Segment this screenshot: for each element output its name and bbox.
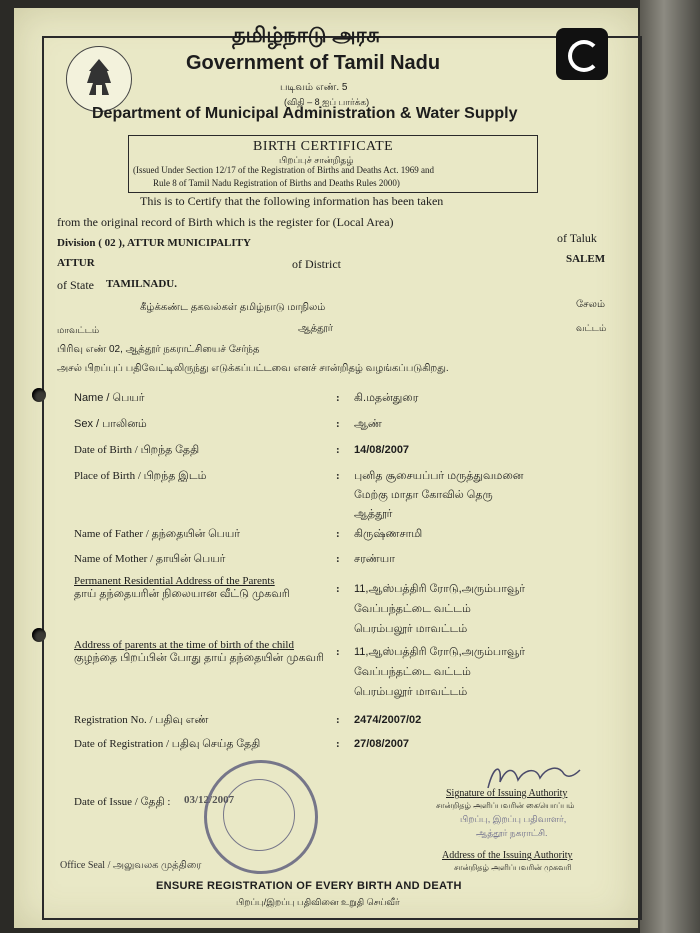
pob-label: Place of Birth / பிறந்த இடம்	[74, 470, 207, 482]
tamil-nadu-emblem-icon	[66, 46, 132, 112]
tamil-district-label: மாவட்டம்	[57, 325, 100, 335]
tamil-attur: ஆத்தூர்	[298, 323, 333, 334]
form-number: படிவம் எண். 5	[280, 82, 348, 93]
issue-date-value: 03/12/2007	[184, 794, 235, 806]
mother-value: சரண்யா	[354, 553, 395, 565]
header-title-tamil: தமிழ்நாடு அரசு	[232, 24, 381, 47]
tamil-intro-line-3: பிரிவு எண் 02, ஆத்தூர் நகராட்சியைச் சேர்ந்த	[57, 344, 260, 355]
district-value: SALEM	[566, 253, 606, 265]
certificate-title-box	[128, 135, 538, 193]
authority-address-label-tamil: சான்றிதழ் அளிப்பவரின் முகவரி	[454, 863, 572, 872]
colon: :	[336, 392, 340, 404]
certificate-title-tamil: பிறப்புச் சான்றிதழ்	[279, 155, 354, 165]
registration-date-label: Date of Registration / பதிவு செய்த தேதி	[74, 738, 261, 750]
issue-date-label: Date of Issue / தேதி :	[74, 796, 171, 808]
colon: :	[336, 583, 340, 595]
dob-value: 14/08/2007	[354, 444, 410, 456]
permanent-address-line-3: பெரம்பலூர் மாவட்டம்	[354, 623, 468, 635]
birth-certificate-paper	[14, 8, 638, 928]
footer-english: ENSURE REGISTRATION OF EVERY BIRTH AND DEATH	[156, 880, 462, 892]
signature-label: Signature of Issuing Authority	[446, 788, 568, 799]
colon: :	[336, 528, 340, 540]
municipal-logo-icon	[556, 28, 608, 80]
tamil-taluk-label: வட்டம்	[576, 323, 607, 333]
permanent-address-line-1: 11,ஆஸ்பத்திரி ரோடு,அரும்பாவூர்	[354, 583, 526, 595]
registrar-stamp-line-1: பிறப்பு, இறப்பு பதிவாளர்,	[460, 814, 567, 824]
colon: :	[336, 646, 340, 658]
state-value: TAMILNADU.	[106, 278, 177, 290]
office-seal-label: Office Seal / அலுவலக முத்திரை	[60, 860, 202, 871]
colon: :	[336, 714, 340, 726]
background-edge	[640, 0, 700, 933]
pob-line-2: மேற்கு மாதா கோவில் தெரு	[354, 489, 493, 501]
birth-address-line-1: 11,ஆஸ்பத்திரி ரோடு,அரும்பாவூர்	[354, 646, 526, 658]
dob-label: Date of Birth / பிறந்த தேதி	[74, 444, 200, 456]
tamil-intro-line-1: கீழ்க்கண்ட தகவல்கள் தமிழ்நாடு மாநிலம்	[140, 302, 326, 313]
rule-reference: (விதி – 8 ஐப் பார்க்க)	[284, 97, 370, 107]
footer-tamil: பிறப்பு/இறப்பு பதிவினை உறுதி செய்வீர்	[236, 897, 400, 907]
issued-under-line-1: (Issued Under Section 12/17 of the Registration of Births and Deaths Act. 1969 and	[133, 165, 434, 175]
name-label: Name / பெயர்	[74, 392, 145, 404]
pob-line-1: புனித சூசையப்பர் மருத்துவமனை	[354, 470, 524, 482]
father-label: Name of Father / தந்தையின் பெயர்	[74, 528, 241, 540]
of-taluk-label: of Taluk	[557, 231, 597, 245]
certify-line-1: This is to Certify that the following information has been taken	[140, 194, 444, 208]
of-district-label: of District	[292, 257, 341, 271]
registration-date-value: 27/08/2007	[354, 738, 410, 750]
pob-line-3: ஆத்தூர்	[354, 508, 393, 520]
permanent-address-label-tamil: தாய் தந்தையரின் நிலையான வீட்டு முகவரி	[74, 588, 290, 600]
registration-no-value: 2474/2007/02	[354, 714, 422, 726]
sex-value: ஆண்	[354, 418, 382, 430]
division-line: Division ( 02 ), ATTUR MUNICIPALITY	[57, 237, 251, 249]
sex-label: Sex / பாலினம்	[74, 418, 147, 430]
name-value: கி.மதன்துரை	[354, 392, 419, 404]
colon: :	[336, 470, 340, 482]
office-seal-stamp	[204, 760, 318, 874]
colon: :	[336, 553, 340, 565]
registration-no-label: Registration No. / பதிவு எண்	[74, 714, 209, 726]
authority-address-label: Address of the Issuing Authority	[442, 850, 573, 861]
colon: :	[336, 738, 340, 750]
signature-label-tamil: சான்றிதழ் அளிப்பவரின் கையொப்பம்	[436, 801, 575, 810]
permanent-address-label: Permanent Residential Address of the Parents	[74, 575, 275, 587]
tamil-salem: சேலம்	[576, 299, 605, 310]
father-value: கிருஷ்ணசாமி	[354, 528, 423, 540]
state-label: of State	[57, 278, 94, 292]
birth-address-line-2: வேப்பந்தட்டை வட்டம்	[354, 666, 471, 678]
header-title-english: Government of Tamil Nadu	[186, 52, 441, 74]
tamil-intro-line-4: அசல் பிறப்புப் பதிவேட்டிலிருந்து எடுக்கப்பட்டவை எனச் சான்றிதழ் வழங்கப்படுகிறது.	[57, 363, 449, 374]
colon: :	[336, 418, 340, 430]
permanent-address-line-2: வேப்பந்தட்டை வட்டம்	[354, 603, 471, 615]
punch-hole	[32, 628, 46, 642]
punch-hole	[32, 388, 46, 402]
issued-under-line-2: Rule 8 of Tamil Nadu Registration of Births and Deaths Rules 2000)	[153, 178, 400, 188]
taluk-value: ATTUR	[57, 257, 95, 269]
registrar-stamp-line-2: ஆத்தூர் நகராட்சி.	[476, 828, 548, 838]
mother-label: Name of Mother / தாயின் பெயர்	[74, 553, 226, 565]
birth-address-label-tamil: குழந்தை பிறப்பின் போது தாய் தந்தையின் முகவரி	[74, 652, 324, 664]
birth-address-line-3: பெரம்பலூர் மாவட்டம்	[354, 686, 468, 698]
certificate-title: BIRTH CERTIFICATE	[253, 139, 394, 154]
birth-address-label: Address of parents at the time of birth of the child	[74, 639, 294, 651]
stamp-inner-ring	[223, 779, 295, 851]
colon: :	[336, 444, 340, 456]
certify-line-2: from the original record of Birth which is the register for (Local Area)	[57, 215, 394, 229]
department-name: Department of Municipal Administration & Water Supply	[92, 105, 518, 122]
